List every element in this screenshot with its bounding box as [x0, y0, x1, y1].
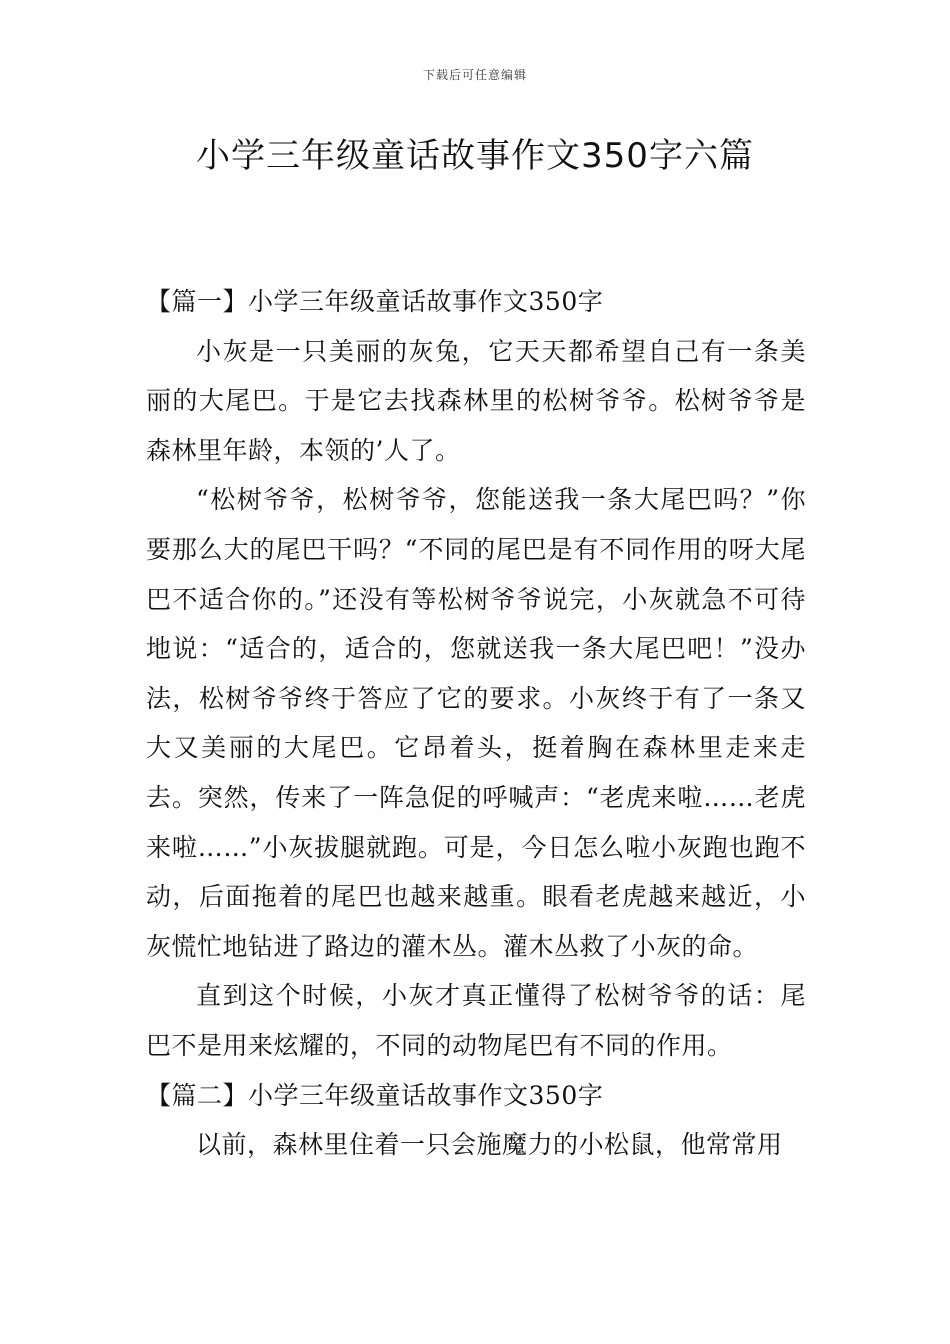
paragraph: 以前，森林里住着一只会施魔力的小松鼠，他常常用 — [196, 1130, 783, 1160]
paragraph: “松树爷爷，松树爷爷，您能送我一条大尾巴吗？”你要那么大的尾巴干吗？“不同的尾巴是有不同作用的呀大尾巴不适合你的。”还没有等松树爷爷说完，小灰就急不可待地说：“适合的，适合的，您就送我一条大尾巴吧！”没办法，松树爷爷终于答应了它的要求。小灰终于有了一条又大又美丽的大尾巴。它昂着头，挺着胸在森林里走来走去。突然，传来了一阵急促的呼喊声：“老虎来啦……老虎来啦……”小灰拔腿就跑。可是，今日怎么啦小灰跑也跑不动，后面拖着的尾巴也越来越重。眼看老虎越来越近，小灰慌忙地钻进了路边的灌木丛。灌木丛救了小灰的命。 — [146, 485, 806, 961]
document-body — [146, 277, 806, 1170]
document-title: 小学三年级童话故事作文350字六篇 — [196, 136, 754, 176]
section-heading: 【篇一】小学三年级童话故事作文350字 — [146, 287, 604, 316]
section-2 — [146, 1071, 806, 1170]
paragraph: 小灰是一只美丽的灰兔，它天天都希望自己有一条美丽的大尾巴。于是它去找森林里的松树爷爷。松树爷爷是森林里年龄，本领的’人了。 — [146, 336, 806, 465]
paragraph: 直到这个时候，小灰才真正懂得了松树爷爷的话：尾巴不是用来炫耀的，不同的动物尾巴有不同的作用。 — [146, 981, 806, 1060]
section-heading: 【篇二】小学三年级童话故事作文350字 — [146, 1080, 604, 1110]
section-1 — [146, 277, 806, 1071]
header-note: 下载后可任意编辑 — [422, 68, 527, 82]
